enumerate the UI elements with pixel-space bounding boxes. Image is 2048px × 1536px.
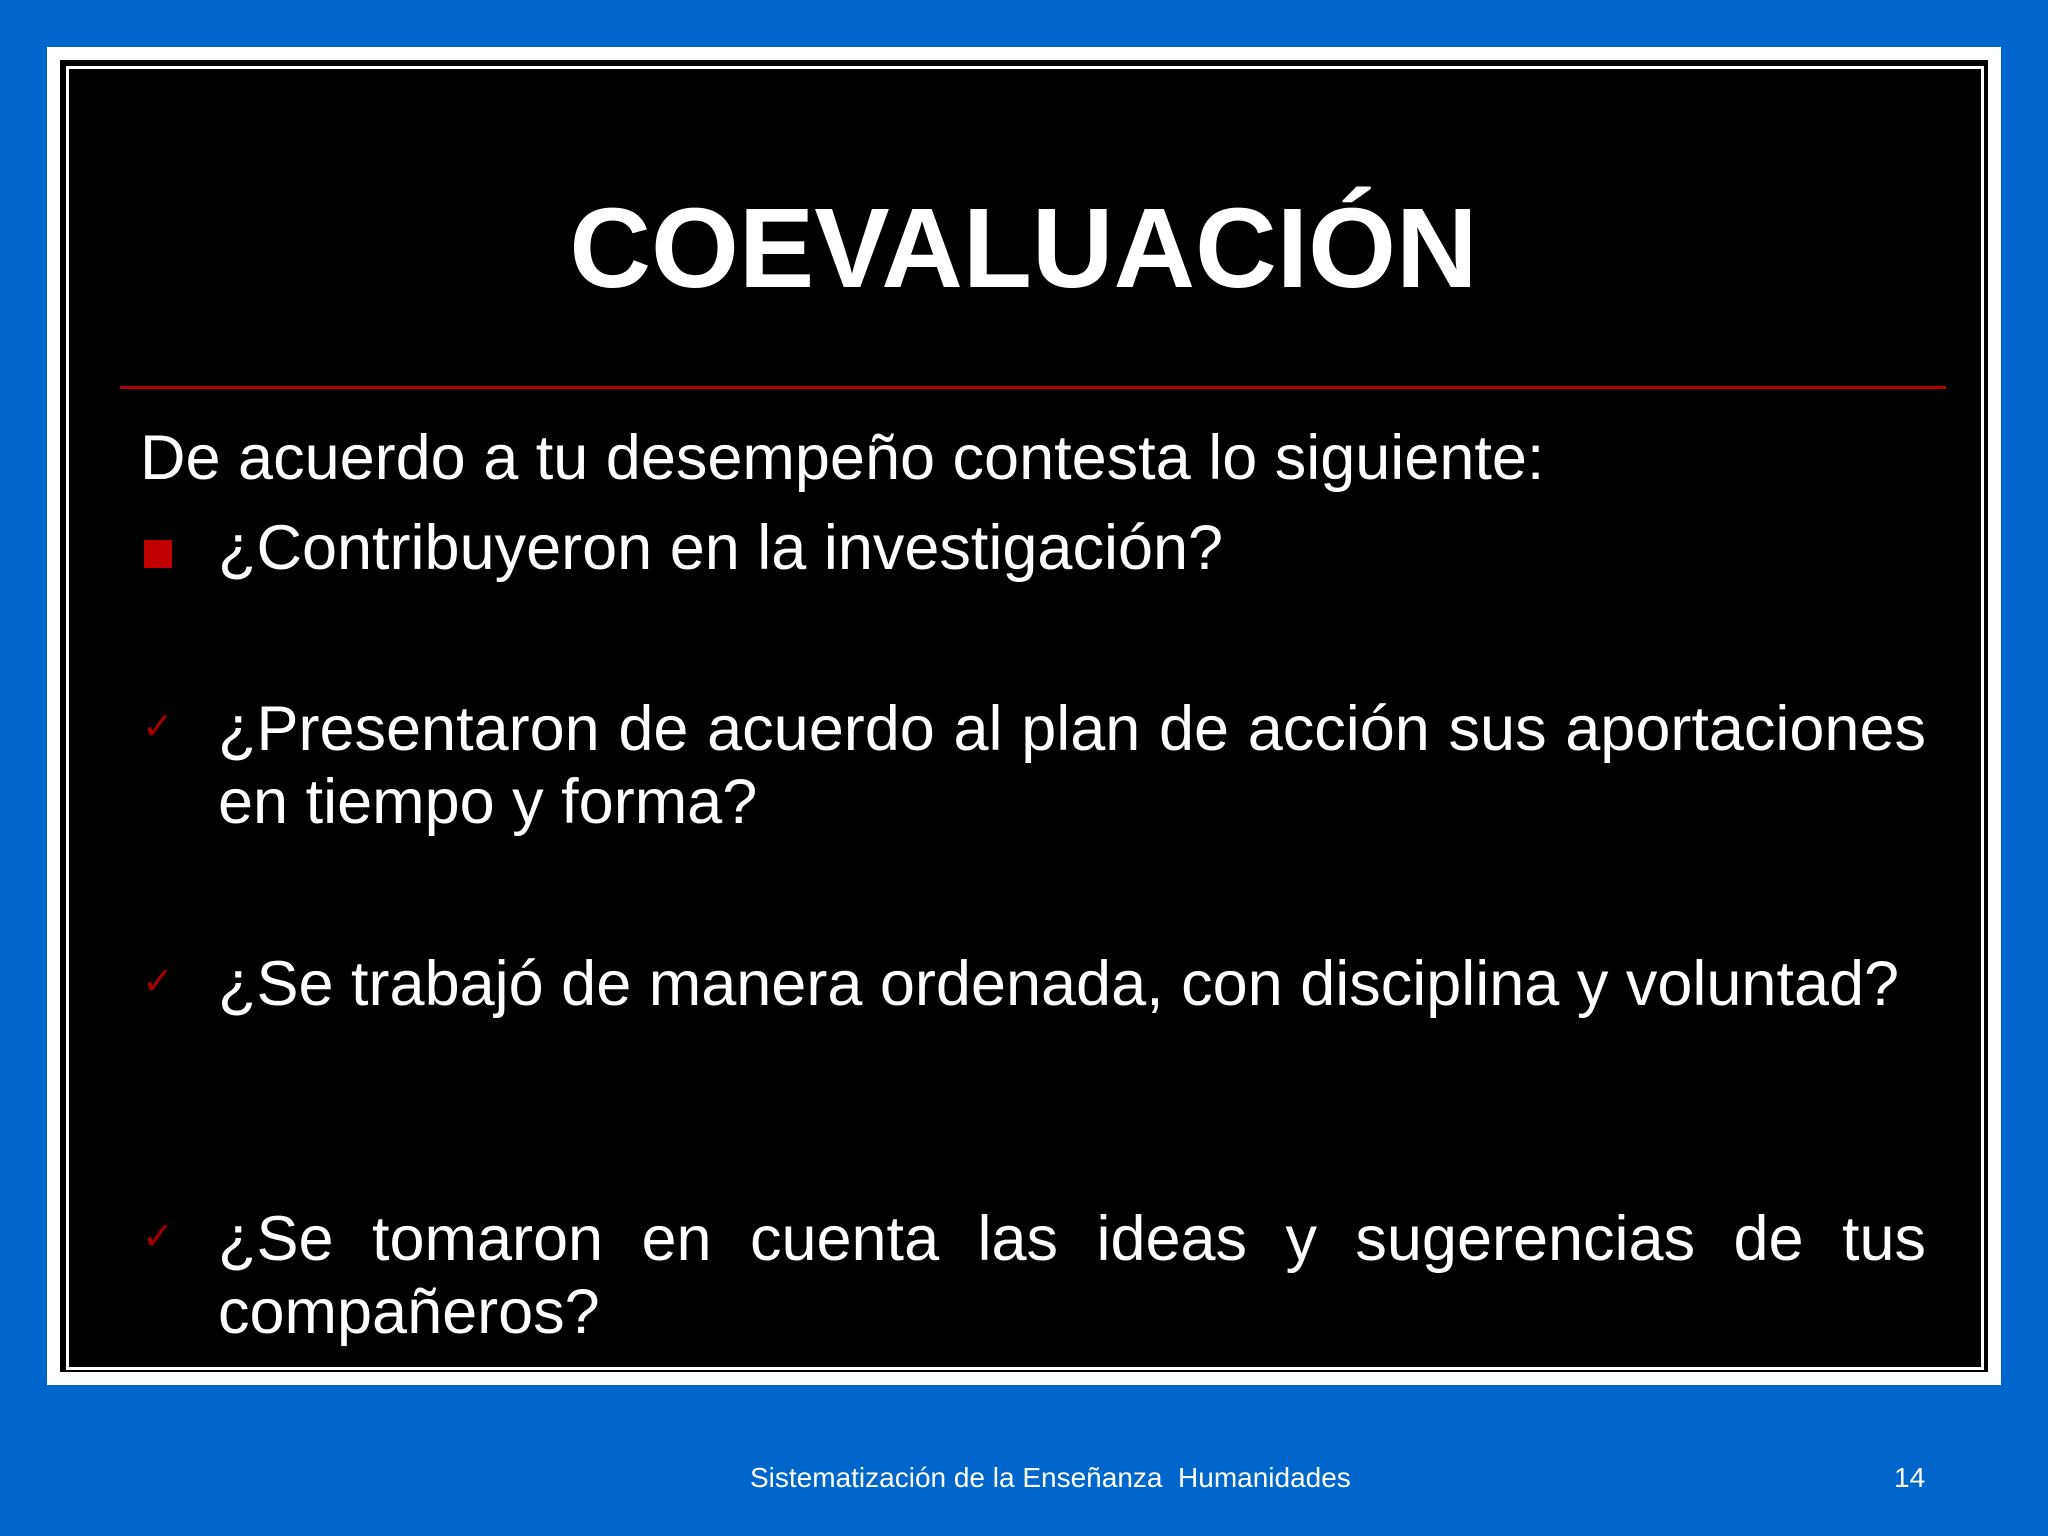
square-bullet-icon [144,540,172,568]
list-item [140,1203,1926,1353]
title-divider [120,386,1946,389]
list-item-text: ¿Contribuyeron en la investigación? [218,513,1224,583]
checkmark-icon: ✓ [142,961,174,1003]
list-item-text: ¿Presentaron de acuerdo al plan de acción sus aportaciones en tiempo y forma? [218,694,1926,837]
slide-intro: De acuerdo a tu desempeño contesta lo siguiente: [140,423,1545,493]
checkmark-icon: ✓ [142,706,174,748]
page-number: 14 [1894,1462,1926,1493]
list-item [140,693,1926,843]
list-item-text: ¿Se tomaron en cuenta las ideas y sugerencias de tus compañeros? [218,1204,1926,1347]
slide-footer: Sistematización de la Enseñanza Humanidades [750,1462,1351,1493]
slide-title: COEVALUACIÓN [569,185,1478,311]
list-item [140,948,1926,1098]
list-item-text: ¿Se trabajó de manera ordenada, con disciplina y voluntad? [218,949,1900,1019]
checkmark-icon: ✓ [142,1216,174,1258]
list-item [140,512,1926,592]
